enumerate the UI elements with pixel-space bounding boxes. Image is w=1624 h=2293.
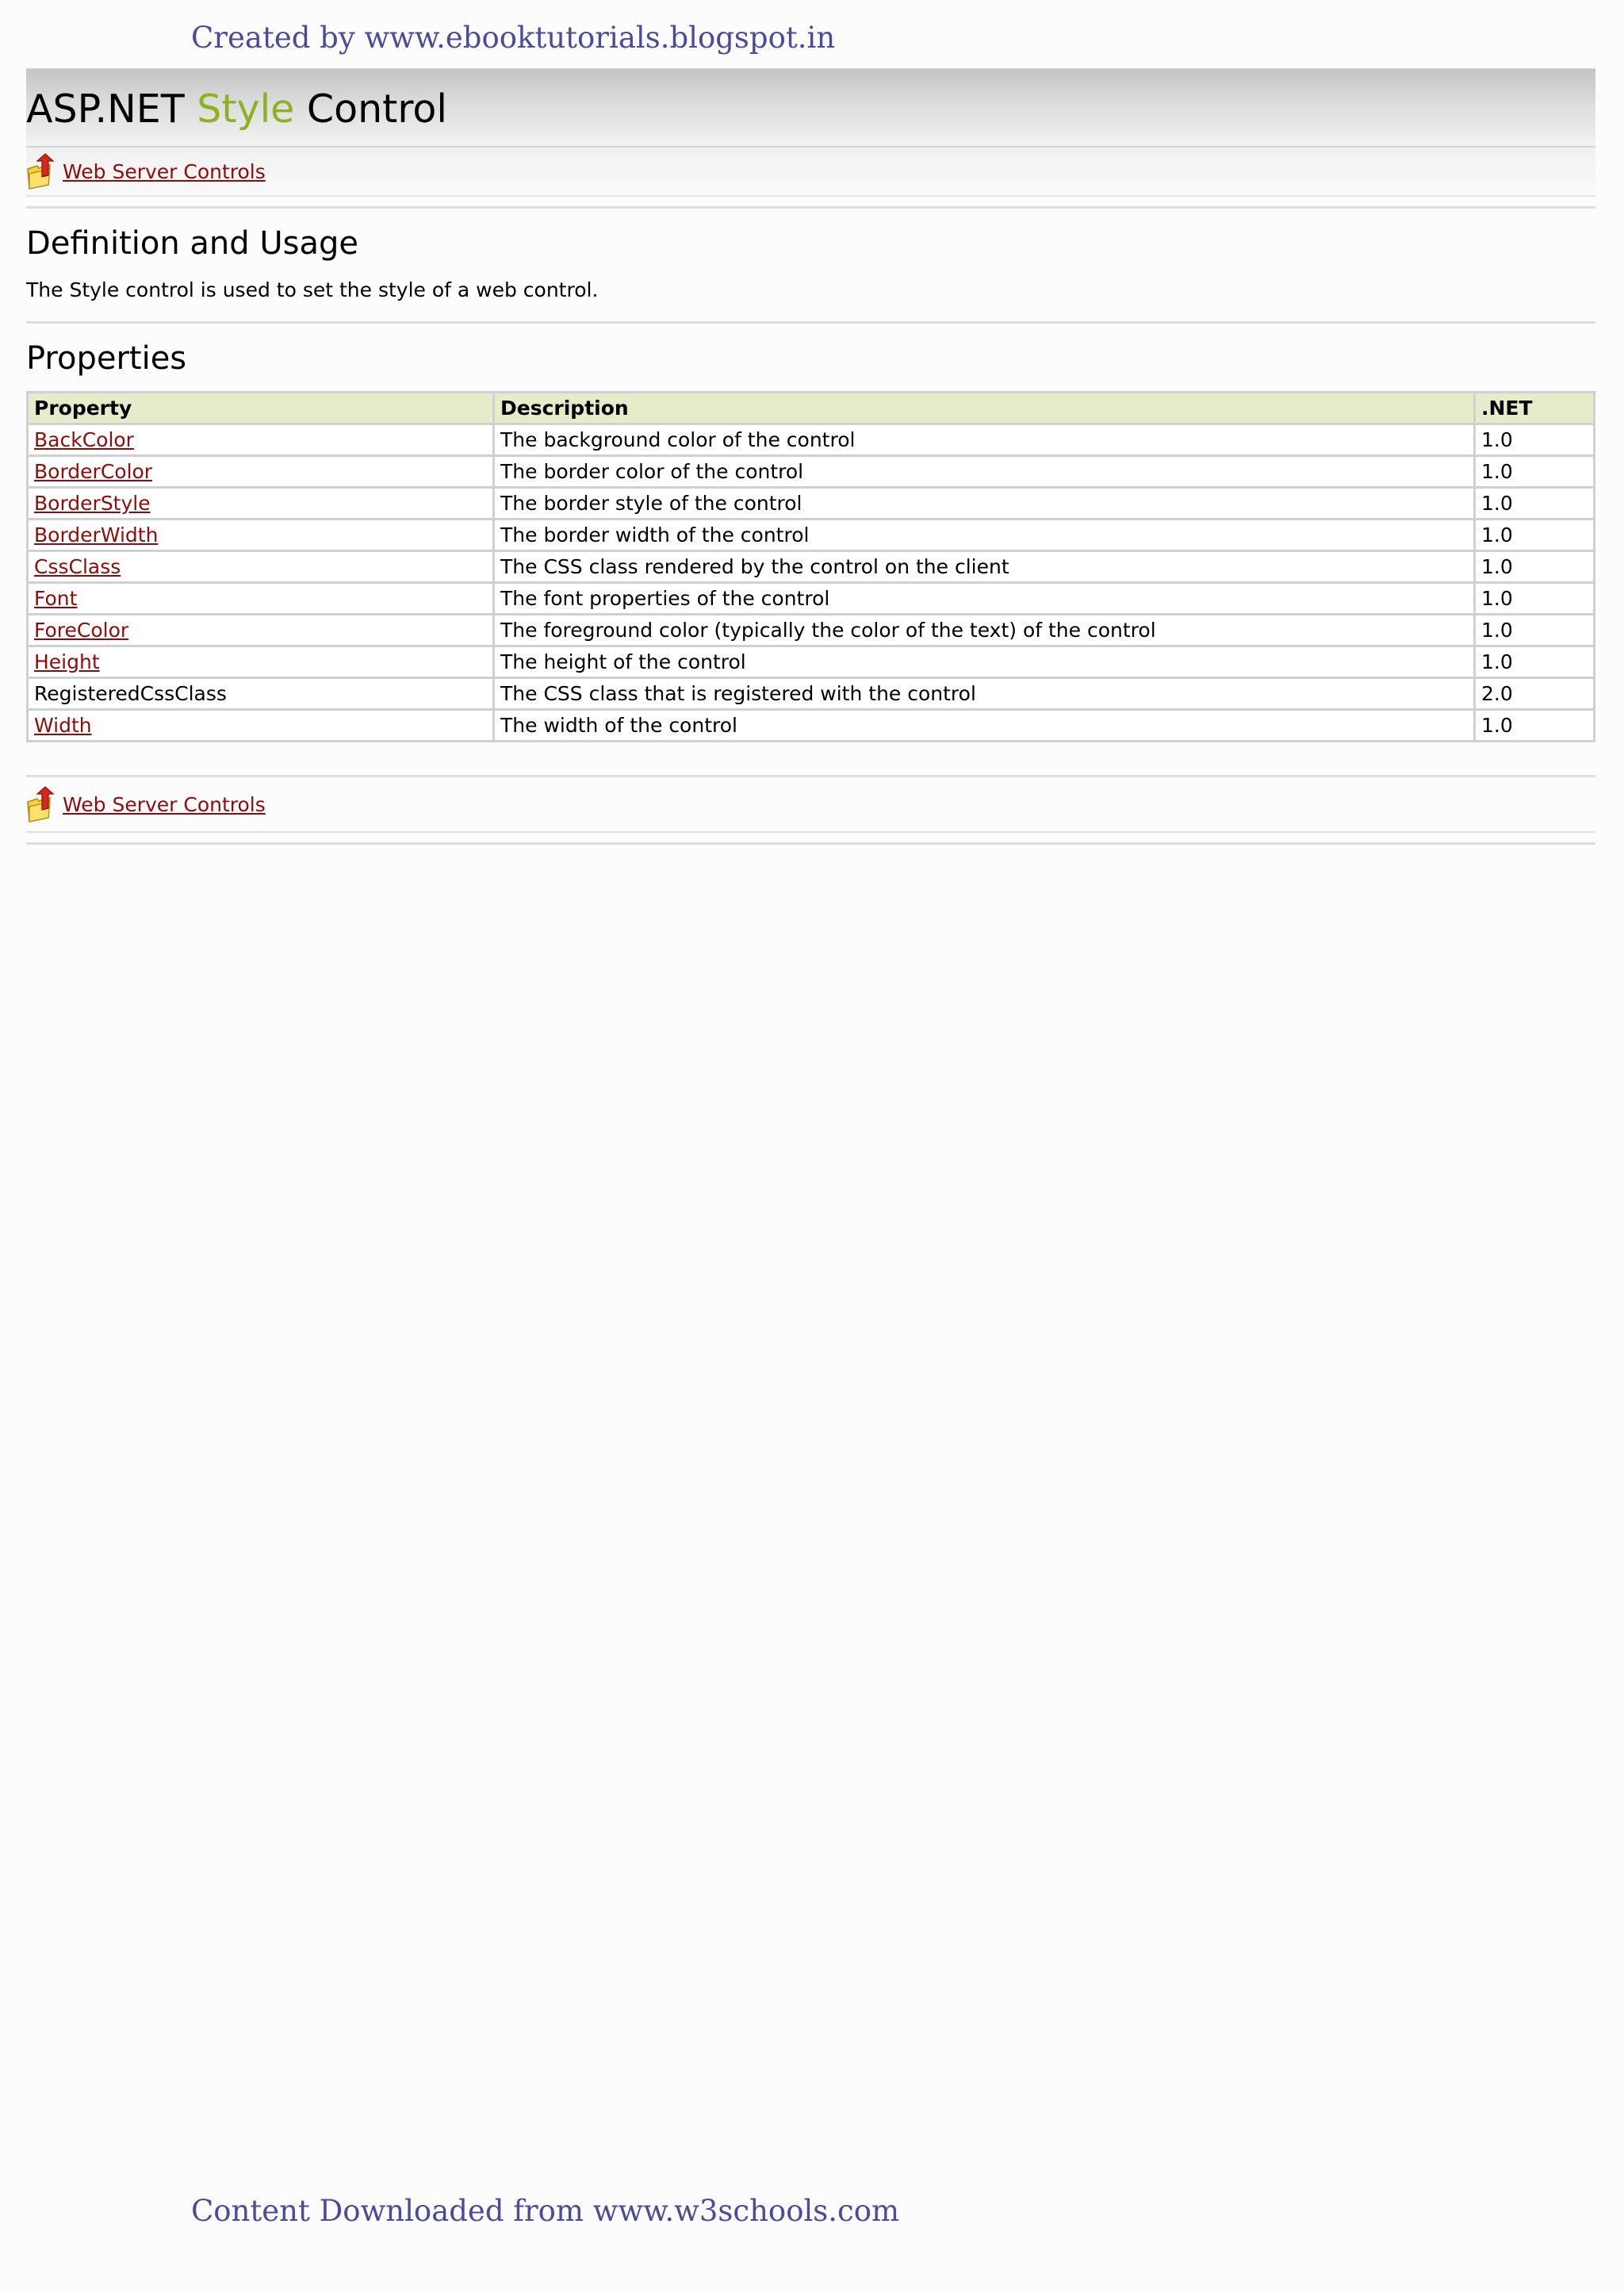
property-cell (28, 646, 494, 678)
table-row (28, 678, 1595, 710)
description-cell: The border style of the control (494, 488, 1475, 520)
description-cell: The background color of the control (494, 424, 1475, 456)
title-bar (26, 68, 1595, 148)
property-link[interactable]: CssClass (34, 555, 121, 578)
bottom-nav-bar (26, 777, 1595, 833)
table-row (28, 424, 1595, 456)
bottom-web-server-controls-link[interactable] (26, 786, 266, 822)
folder-up-icon (26, 153, 58, 190)
property-cell (28, 456, 494, 488)
net-version-cell: 1.0 (1475, 615, 1595, 646)
description-cell: The border color of the control (494, 456, 1475, 488)
property-link[interactable]: BackColor (34, 428, 134, 451)
table-row (28, 488, 1595, 520)
properties-table (26, 391, 1595, 742)
top-web-server-controls-link[interactable] (26, 153, 266, 190)
column-header-net: .NET (1475, 393, 1595, 424)
column-header-property: Property (28, 393, 494, 424)
page-title-accent: Style (197, 86, 295, 132)
property-cell (28, 678, 494, 710)
property-link[interactable]: Font (34, 587, 78, 610)
page-content (26, 68, 1595, 845)
definition-text: The Style control is used to set the style of a web control. (26, 278, 599, 301)
property-link[interactable]: BorderColor (34, 460, 153, 483)
header-credit: Created by www.ebooktutorials.blogspot.in (191, 21, 836, 55)
property-cell (28, 551, 494, 583)
property-link[interactable]: ForeColor (34, 619, 129, 642)
table-row (28, 615, 1595, 646)
property-cell (28, 710, 494, 742)
table-row (28, 583, 1595, 615)
table-row (28, 456, 1595, 488)
table-header-row (28, 393, 1595, 424)
description-cell: The font properties of the control (494, 583, 1475, 615)
net-version-cell: 2.0 (1475, 678, 1595, 710)
net-version-cell: 1.0 (1475, 456, 1595, 488)
column-header-description: Description (494, 393, 1475, 424)
net-version-cell: 1.0 (1475, 710, 1595, 742)
definition-heading: Definition and Usage (26, 225, 359, 262)
properties-table-body (28, 424, 1595, 742)
table-row (28, 520, 1595, 551)
property-link[interactable]: BorderStyle (34, 492, 151, 515)
description-cell: The height of the control (494, 646, 1475, 678)
property-link[interactable]: BorderWidth (34, 523, 159, 546)
description-cell: The CSS class rendered by the control on the client (494, 551, 1475, 583)
property-link[interactable]: Height (34, 650, 100, 673)
property-cell (28, 583, 494, 615)
properties-heading: Properties (26, 340, 187, 377)
net-version-cell: 1.0 (1475, 646, 1595, 678)
description-cell: The border width of the control (494, 520, 1475, 551)
description-cell: The foreground color (typically the color of the text) of the control (494, 615, 1475, 646)
table-row (28, 551, 1595, 583)
page-title-part2: Control (294, 86, 448, 132)
property-link[interactable]: Width (34, 714, 92, 737)
top-nav-bar (26, 148, 1595, 197)
divider (26, 842, 1595, 845)
property-cell (28, 424, 494, 456)
property-cell (28, 615, 494, 646)
page-title (26, 86, 448, 132)
net-version-cell: 1.0 (1475, 424, 1595, 456)
bottom-web-server-controls-label: Web Server Controls (63, 792, 266, 816)
footer-credit: Content Downloaded from www.w3schools.com (191, 2194, 900, 2228)
folder-up-icon (26, 786, 58, 822)
page-title-part1: ASP.NET (26, 86, 197, 132)
property-name: RegisteredCssClass (34, 682, 227, 705)
property-cell (28, 488, 494, 520)
property-cell (28, 520, 494, 551)
description-cell: The CSS class that is registered with the control (494, 678, 1475, 710)
net-version-cell: 1.0 (1475, 551, 1595, 583)
net-version-cell: 1.0 (1475, 520, 1595, 551)
net-version-cell: 1.0 (1475, 583, 1595, 615)
top-web-server-controls-label: Web Server Controls (63, 159, 266, 183)
description-cell: The width of the control (494, 710, 1475, 742)
table-row (28, 646, 1595, 678)
net-version-cell: 1.0 (1475, 488, 1595, 520)
table-row (28, 710, 1595, 742)
